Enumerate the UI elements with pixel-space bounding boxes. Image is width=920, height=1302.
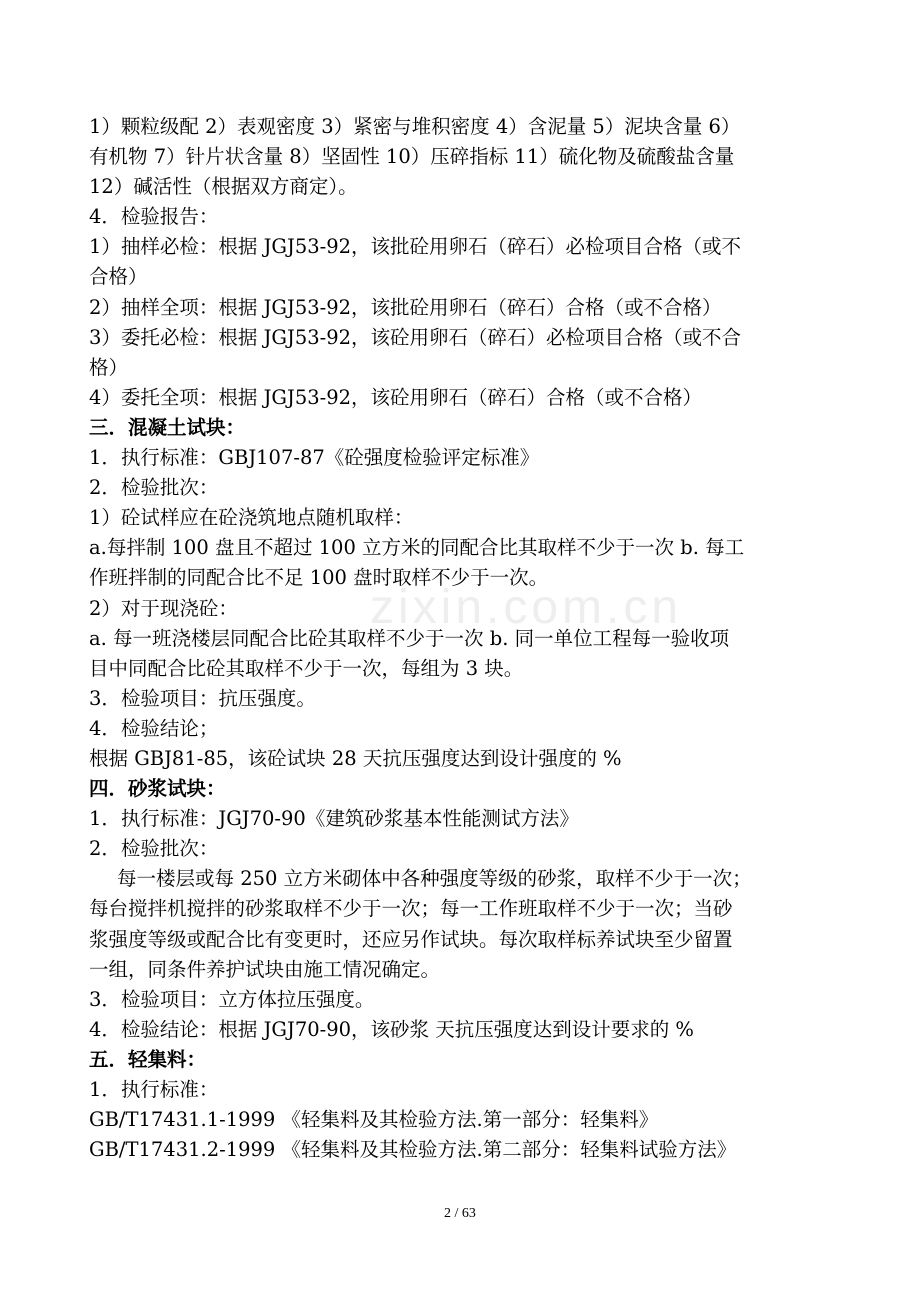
text-line: 2．检验批次： xyxy=(89,476,219,500)
text-line: 作班拌制的同配合比不足 100 盘时取样不少于一次。 xyxy=(89,566,549,590)
text-line: 有机物 7）针片状含量 8）坚固性 10）压碎指标 11）硫化物及硫酸盐含量 xyxy=(89,145,735,169)
text-line: 3．检验项目：抗压强度。 xyxy=(89,686,316,710)
text-line: GB/T17431.1-1999 《轻集料及其检验方法.第一部分：轻集料》 xyxy=(89,1108,659,1132)
text-line: 2．检验批次： xyxy=(89,837,219,861)
text-line: GB/T17431.2-1999 《轻集料及其检验方法.第二部分：轻集料试验方法》 xyxy=(89,1138,737,1162)
text-line: 2）对于现浇砼： xyxy=(89,596,238,620)
section-heading: 五．轻集料： xyxy=(89,1047,207,1071)
text-line: 合格） xyxy=(89,265,148,289)
document-body xyxy=(89,112,865,1165)
text-line: 每一楼层或每 250 立方米砌体中各种强度等级的砂浆，取样不少于一次； xyxy=(117,867,752,891)
section-heading: 四．砂浆试块： xyxy=(89,777,226,801)
text-line: 3）委托必检：根据 JGJ53-92，该砼用卵石（碎石）必检项目合格（或不合 xyxy=(89,325,742,349)
text-line: 4．检验结论； xyxy=(89,716,219,740)
text-line: 1．执行标准：JGJ70-90《建筑砂浆基本性能测试方法》 xyxy=(89,807,579,831)
text-line: 浆强度等级或配合比有变更时，还应另作试块。每次取样标养试块至少留置 xyxy=(89,927,733,951)
text-line: 每台搅拌机搅拌的砂浆取样不少于一次；每一工作班取样不少于一次；当砂 xyxy=(89,897,733,921)
text-line: 1）抽样必检：根据 JGJ53-92，该批砼用卵石（碎石）必检项目合格（或不 xyxy=(89,235,742,259)
text-line: 4．检验报告： xyxy=(89,205,219,229)
text-line: 1）颗粒级配 2）表观密度 3）紧密与堆积密度 4）含泥量 5）泥块含量 6） xyxy=(89,115,741,138)
text-line: 1．执行标准： xyxy=(89,1078,219,1101)
text-line: 2）抽样全项：根据 JGJ53-92，该批砼用卵石（碎石）合格（或不合格） xyxy=(89,295,722,319)
text-line: 根据 GBJ81-85，该砼试块 28 天抗压强度达到设计强度的 % xyxy=(89,746,622,770)
text-line: a. 每一班浇楼层同配合比砼其取样不少于一次 b. 同一单位工程每一验收项 xyxy=(89,626,730,650)
text-line: 3．检验项目：立方体拉压强度。 xyxy=(89,987,375,1011)
text-line: 4．检验结论：根据 JGJ70-90，该砂浆 天抗压强度达到设计要求的 % xyxy=(89,1017,694,1041)
page-number: 2 / 63 xyxy=(444,1206,476,1221)
text-line: 4）委托全项：根据 JGJ53-92，该砼用卵石（碎石）合格（或不合格） xyxy=(89,385,703,409)
watermark: zixin.com.cn xyxy=(370,581,683,634)
text-line: 目中同配合比砼其取样不少于一次，每组为 3 块。 xyxy=(89,656,524,680)
text-line: 1）砼试样应在砼浇筑地点随机取样： xyxy=(89,506,414,530)
section-heading: 三．混凝土试块： xyxy=(89,415,246,439)
text-line: 格） xyxy=(89,355,129,379)
text-line: 12）碱活性（根据双方商定）。 xyxy=(89,175,358,199)
text-line: 一组，同条件养护试块由施工情况确定。 xyxy=(89,957,441,981)
text-line: 1．执行标准：GBJ107-87《砼强度检验评定标准》 xyxy=(89,446,540,470)
text-line: a.每拌制 100 盘且不超过 100 立方米的同配合比其取样不少于一次 b. 每工 xyxy=(89,536,745,560)
